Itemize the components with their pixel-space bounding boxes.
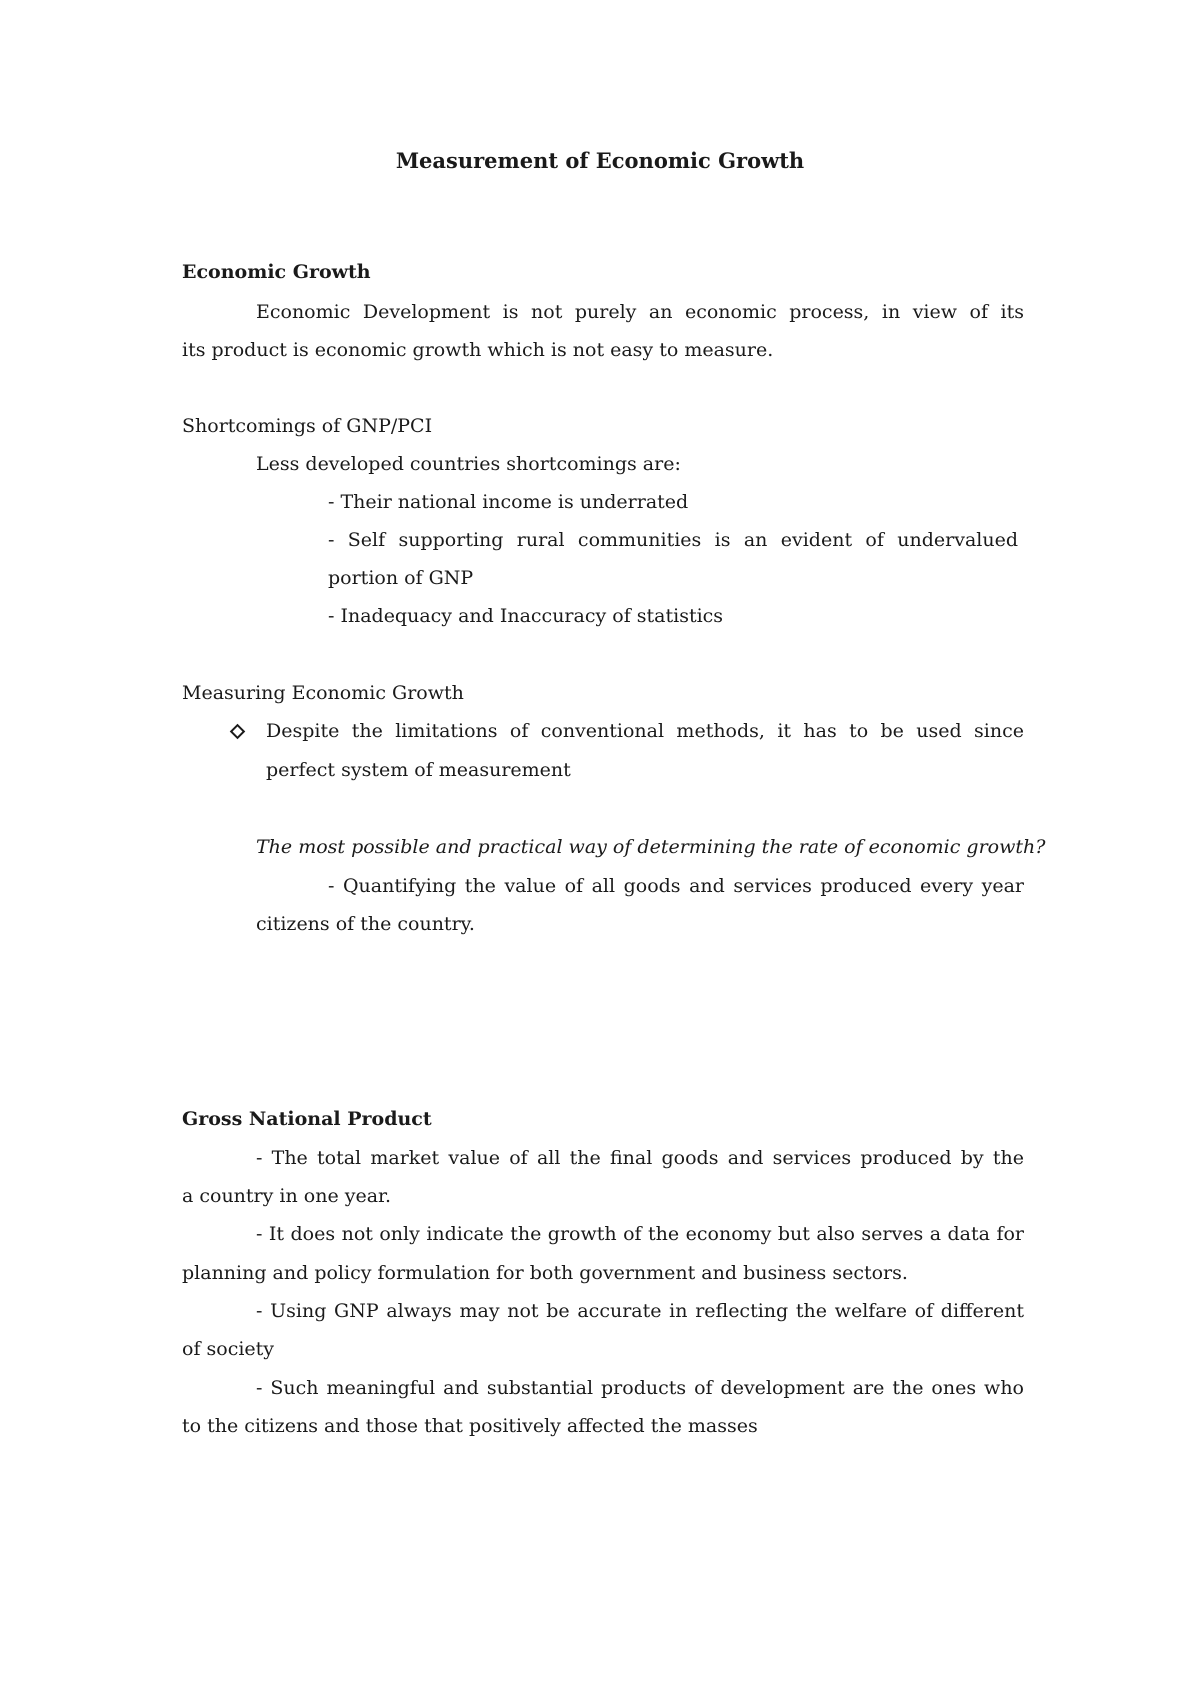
- answer-line: - Quantifying the value of all goods and services produced every year: [328, 875, 1024, 897]
- document-title: Measurement of Economic Growth: [395, 148, 805, 173]
- section-heading-gnp: Gross National Product: [182, 1108, 432, 1130]
- gnp-paragraph-line: to the citizens and those that positively affected the masses: [182, 1415, 758, 1437]
- list-item: - Their national income is underrated: [328, 491, 689, 513]
- paragraph-line: Economic Development is not purely an economic process, in view of its: [256, 301, 1024, 323]
- gnp-paragraph-line: planning and policy formulation for both government and business sectors.: [182, 1262, 908, 1284]
- list-item: - Inadequacy and Inaccuracy of statistics: [328, 605, 724, 627]
- answer-continuation: citizens of the country.: [256, 913, 475, 935]
- list-item-continuation: portion of GNP: [328, 567, 474, 589]
- gnp-paragraph-line: - Such meaningful and substantial products of development are the ones who: [256, 1377, 1024, 1399]
- gnp-paragraph-line: a country in one year.: [182, 1185, 392, 1207]
- shortcomings-intro: Less developed countries shortcomings are:: [256, 453, 681, 475]
- paragraph-line: its product is economic growth which is not easy to measure.: [182, 339, 774, 361]
- gnp-paragraph-line: - The total market value of all the final goods and services produced by the: [256, 1147, 1024, 1169]
- section-heading-economic-growth: Economic Growth: [182, 261, 371, 283]
- list-item: - Self supporting rural communities is an evident of undervalued: [328, 529, 1018, 551]
- gnp-paragraph-line: - It does not only indicate the growth of the economy but also serves a data for: [256, 1223, 1024, 1245]
- diamond-bullet-icon: [230, 724, 246, 740]
- bullet-text-line: Despite the limitations of conventional methods, it has to be used since: [266, 720, 1024, 742]
- section-heading-measuring: Measuring Economic Growth: [182, 682, 464, 704]
- bullet-text-continuation: perfect system of measurement: [266, 759, 571, 781]
- question-text: The most possible and practical way of determining the rate of economic growth?: [256, 836, 1046, 858]
- gnp-paragraph-line: of society: [182, 1338, 275, 1360]
- gnp-paragraph-line: - Using GNP always may not be accurate in reflecting the welfare of different: [256, 1300, 1024, 1322]
- section-heading-shortcomings: Shortcomings of GNP/PCI: [182, 415, 433, 437]
